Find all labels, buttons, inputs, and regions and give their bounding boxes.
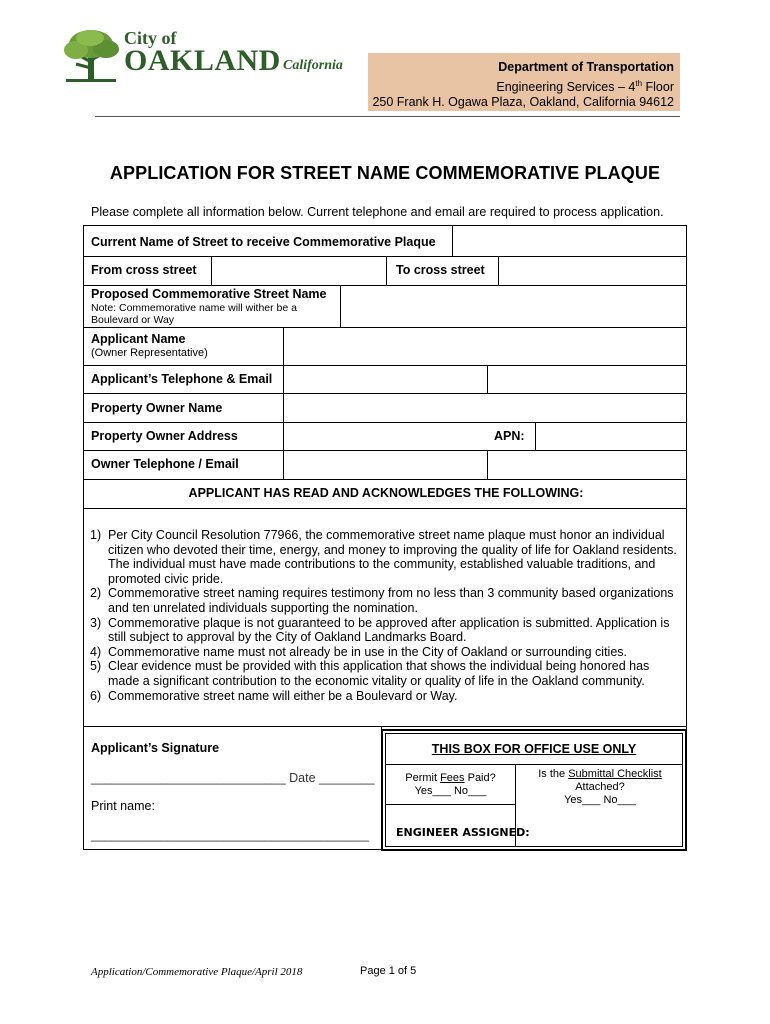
ack-text: Commemorative name must not already be in use in the City of Oakland or surrounding cities.: [108, 644, 627, 659]
ack-text: Per City Council Resolution 77966, the commemorative street name plaque must honor an individual citizen who devoted their time, energy, and money to improving the quality of life for Oakland residents. The individual must have made contributions to the community, established valuable traditions, and promoted civic pride.: [108, 528, 677, 586]
signature-label: Applicant’s Signature: [91, 741, 220, 755]
header-divider: [95, 116, 680, 117]
divider: [84, 479, 686, 480]
permit-fees-word: Fees: [440, 772, 465, 784]
division-suffix: Floor: [642, 79, 674, 94]
ack-text: Commemorative street name will either be a Boulevard or Way.: [108, 688, 458, 703]
permit-fees-question: [386, 772, 515, 785]
page-title: APPLICATION FOR STREET NAME COMMEMORATIVE PLAQUE: [109, 163, 661, 183]
ack-item: [84, 689, 688, 704]
permit-text: Permit: [405, 772, 441, 784]
applicant-email-field[interactable]: [488, 366, 687, 393]
proposed-name-note: Note: Commemorative name will wither be a Boulevard or Way: [91, 302, 297, 326]
print-name-label: Print name:: [91, 799, 155, 813]
applicant-contact-label: Applicant’s Telephone & Email: [91, 372, 273, 386]
ack-item: [84, 659, 688, 688]
owner-address-label: Property Owner Address: [91, 429, 238, 443]
divider: [386, 256, 387, 285]
logo-oakland: OAKLAND: [124, 44, 281, 77]
owner-phone-field[interactable]: [284, 451, 487, 479]
ack-number: 1): [90, 528, 102, 542]
print-name-line[interactable]: ________________________________________: [91, 828, 370, 842]
instructions: Please complete all information below. Current telephone and email are required to process application.: [91, 205, 664, 219]
ack-number: 2): [90, 586, 102, 601]
application-form: [83, 225, 687, 850]
current-street-label: Current Name of Street to receive Commemorative Plaque: [91, 235, 436, 249]
proposed-name-field[interactable]: [341, 286, 687, 327]
checklist-cell[interactable]: [516, 768, 684, 807]
ack-item: [84, 528, 688, 586]
divider: [84, 726, 686, 727]
proposed-name-label: Proposed Commemorative Street Name: [91, 287, 327, 301]
office-use-box: [381, 729, 687, 851]
applicant-name-sub: (Owner Representative): [91, 347, 208, 359]
ack-item: [84, 586, 688, 615]
logo-city-of: City of: [124, 28, 177, 48]
owner-address-field[interactable]: [284, 423, 487, 450]
checklist-text: Is the: [538, 768, 569, 780]
divider: [84, 508, 686, 509]
checklist-attached: Attached?: [575, 781, 625, 793]
divider: [386, 804, 515, 805]
department-address: 250 Frank H. Ogawa Plaza, Oakland, California 94612: [372, 95, 674, 110]
checklist-question: [516, 768, 684, 781]
owner-contact-label: Owner Telephone / Email: [91, 457, 239, 471]
ack-text: Clear evidence must be provided with this application that shows the individual being honored has made a significant contribution to the economic vitality or quality of life in the Oakland community.: [108, 659, 650, 688]
from-cross-field[interactable]: [212, 257, 385, 285]
permit-fees-cell[interactable]: [386, 772, 515, 798]
ack-item: [84, 616, 688, 645]
division-superscript: th: [635, 78, 643, 88]
city-of-oakland-logo: [62, 28, 352, 84]
ack-item: [84, 645, 688, 660]
ack-heading: APPLICANT HAS READ AND ACKNOWLEDGES THE FOLLOWING:: [188, 486, 584, 500]
department-address-box: [368, 53, 680, 111]
apn-label: APN:: [494, 429, 525, 443]
ack-list: [84, 528, 688, 703]
apn-field[interactable]: [536, 423, 687, 450]
office-use-inner: [385, 733, 683, 847]
ack-number: 5): [90, 659, 102, 674]
applicant-name-field[interactable]: [284, 328, 687, 365]
to-cross-field[interactable]: [499, 257, 687, 285]
footer-doc-id: Application/Commemorative Plaque/April 2018: [91, 966, 303, 978]
checklist-yes-no: Yes___ No___: [564, 794, 636, 806]
ack-number: 6): [90, 688, 102, 703]
to-cross-label: To cross street: [396, 263, 485, 277]
owner-name-field[interactable]: [284, 394, 687, 422]
logo-california: California: [283, 58, 343, 73]
division-line: [368, 76, 674, 96]
office-use-title: THIS BOX FOR OFFICE USE ONLY: [431, 742, 637, 756]
ack-text: Commemorative plaque is not guaranteed to be approved after application is submitted. Application is still subject to approval by the City of Oakland Landmarks Board.: [108, 615, 670, 645]
divider: [381, 726, 382, 729]
ack-text: Commemorative street naming requires testimony from no less than 3 community based organizations and ten unrelated individuals supporting the nomination.: [108, 586, 674, 615]
submittal-checklist-link: Submittal Checklist: [568, 768, 662, 780]
signature-date-line[interactable]: ____________________________ Date ________: [91, 771, 375, 785]
applicant-name-label: Applicant Name: [91, 332, 186, 346]
engineer-assigned-label: ENGINEER ASSIGNED:: [396, 826, 530, 839]
current-street-field[interactable]: [453, 226, 687, 256]
department-name: Department of Transportation: [498, 60, 674, 74]
oak-tree-icon: [62, 28, 122, 84]
permit-yes-no: Yes___ No___: [414, 785, 487, 797]
from-cross-label: From cross street: [91, 263, 197, 277]
applicant-phone-field[interactable]: [284, 366, 486, 393]
owner-name-label: Property Owner Name: [91, 401, 223, 415]
divider: [386, 764, 682, 765]
ack-number: 3): [90, 615, 102, 630]
permit-paid-text: Paid?: [464, 772, 496, 784]
owner-email-field[interactable]: [488, 451, 687, 479]
page-number: Page 1 of 5: [360, 965, 417, 977]
division-text: Engineering Services – 4: [496, 79, 636, 94]
ack-number: 4): [90, 644, 102, 659]
